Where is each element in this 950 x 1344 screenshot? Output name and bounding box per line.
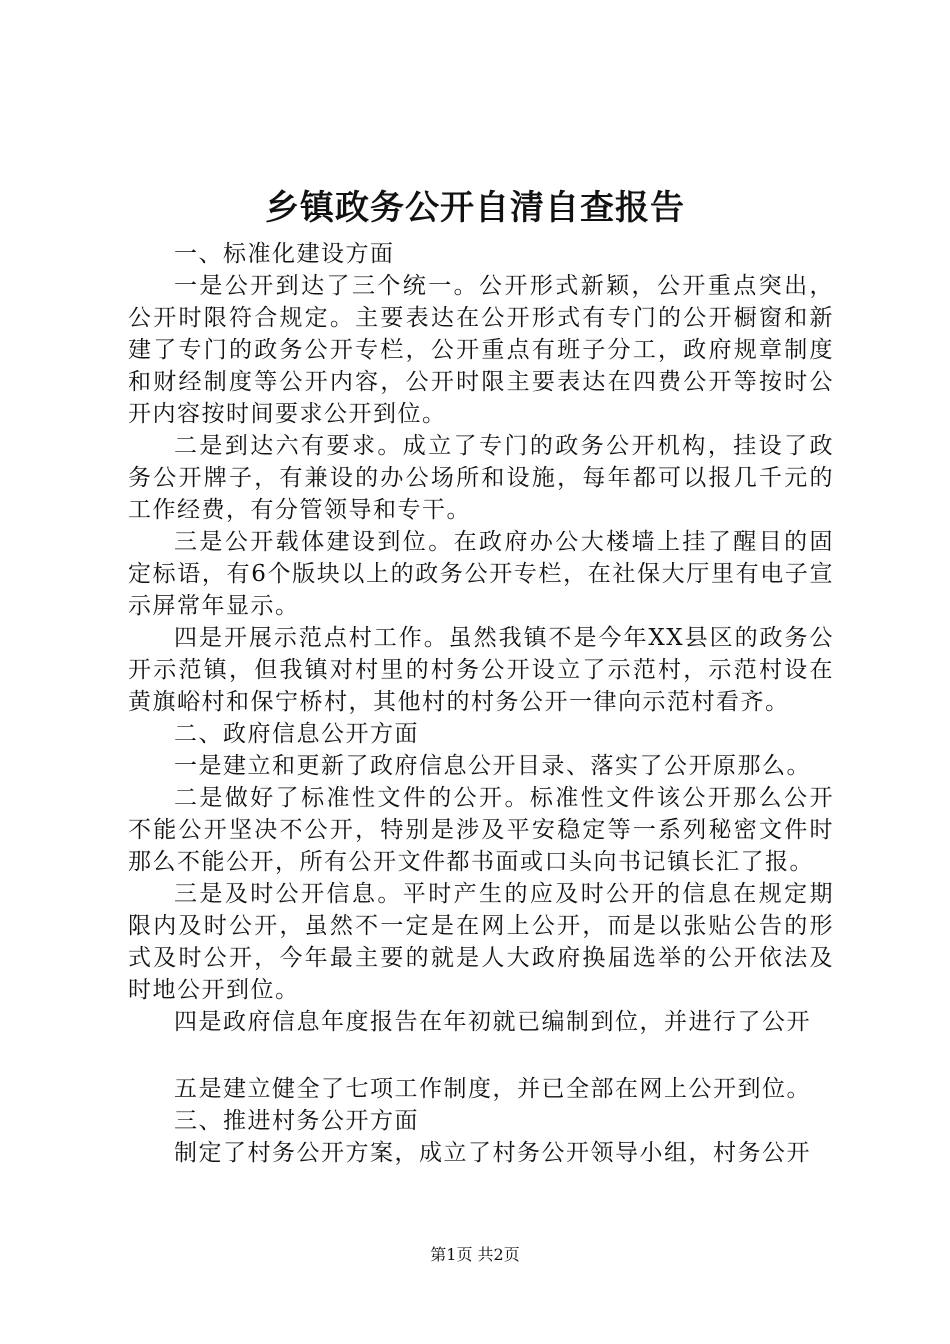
section-heading: 一、标准化建设方面 (174, 241, 395, 267)
paragraph: 二是到达六有要求。成立了专门的政务公开机构，挂设了政务公开牌子，有兼设的办公场所和设施，每年都可以报几千元的工作经费，有分管领导和专干。 (128, 433, 834, 523)
paragraph: 三是公开载体建设到位。在政府办公大楼墙上挂了醒目的固定标语，有6个版块以上的政务公开专栏，在社保大厅里有电子宣示屏常年显示。 (128, 529, 834, 619)
paragraph: 四是开展示范点村工作。虽然我镇不是今年XX县区的政务公开示范镇，但我镇对村里的村务公开设立了示范村，示范村设在黄旗峪村和保宁桥村，其他村的村务公开一律向示范村看齐。 (128, 625, 834, 715)
paragraph: 一是建立和更新了政府信息公开目录、落实了公开原那么。 (174, 753, 811, 779)
section-heading: 三、推进村务公开方面 (174, 1108, 419, 1134)
paragraph: 制定了村务公开方案，成立了村务公开领导小组，村务公开 (174, 1140, 811, 1166)
paragraph: 四是政府信息年度报告在年初就已编制到位，并进行了公开 (174, 1009, 811, 1035)
paragraph: 五是建立健全了七项工作制度，并已全部在网上公开到位。 (174, 1076, 811, 1102)
document-body (128, 238, 834, 1169)
paragraph: 一是公开到达了三个统一。公开形式新颖，公开重点突出，公开时限符合规定。主要表达在公开形式有专门的公开橱窗和新建了专门的政务公开专栏，公开重点有班子分工，政府规章制度和财经制度等公开内容，公开时限主要表达在四费公开等按时公开内容按时间要求公开到位。 (128, 273, 834, 427)
paragraph: 三是及时公开信息。平时产生的应及时公开的信息在规定期限内及时公开，虽然不一定是在网上公开，而是以张贴公告的形式及时公开，今年最主要的就是人大政府换届选举的公开依法及时地公开到位。 (128, 881, 834, 1003)
paragraph: 二是做好了标准性文件的公开。标准性文件该公开那么公开不能公开坚决不公开，特别是涉及平安稳定等一系列秘密文件时那么不能公开，所有公开文件都书面或口头向书记镇长汇了报。 (128, 785, 834, 875)
page-number-footer: 第1页 共2页 (430, 1245, 520, 1264)
section-heading: 二、政府信息公开方面 (174, 721, 419, 747)
document-title: 乡镇政务公开自清自查报告 (265, 188, 685, 228)
paragraph-gap (128, 1038, 834, 1073)
